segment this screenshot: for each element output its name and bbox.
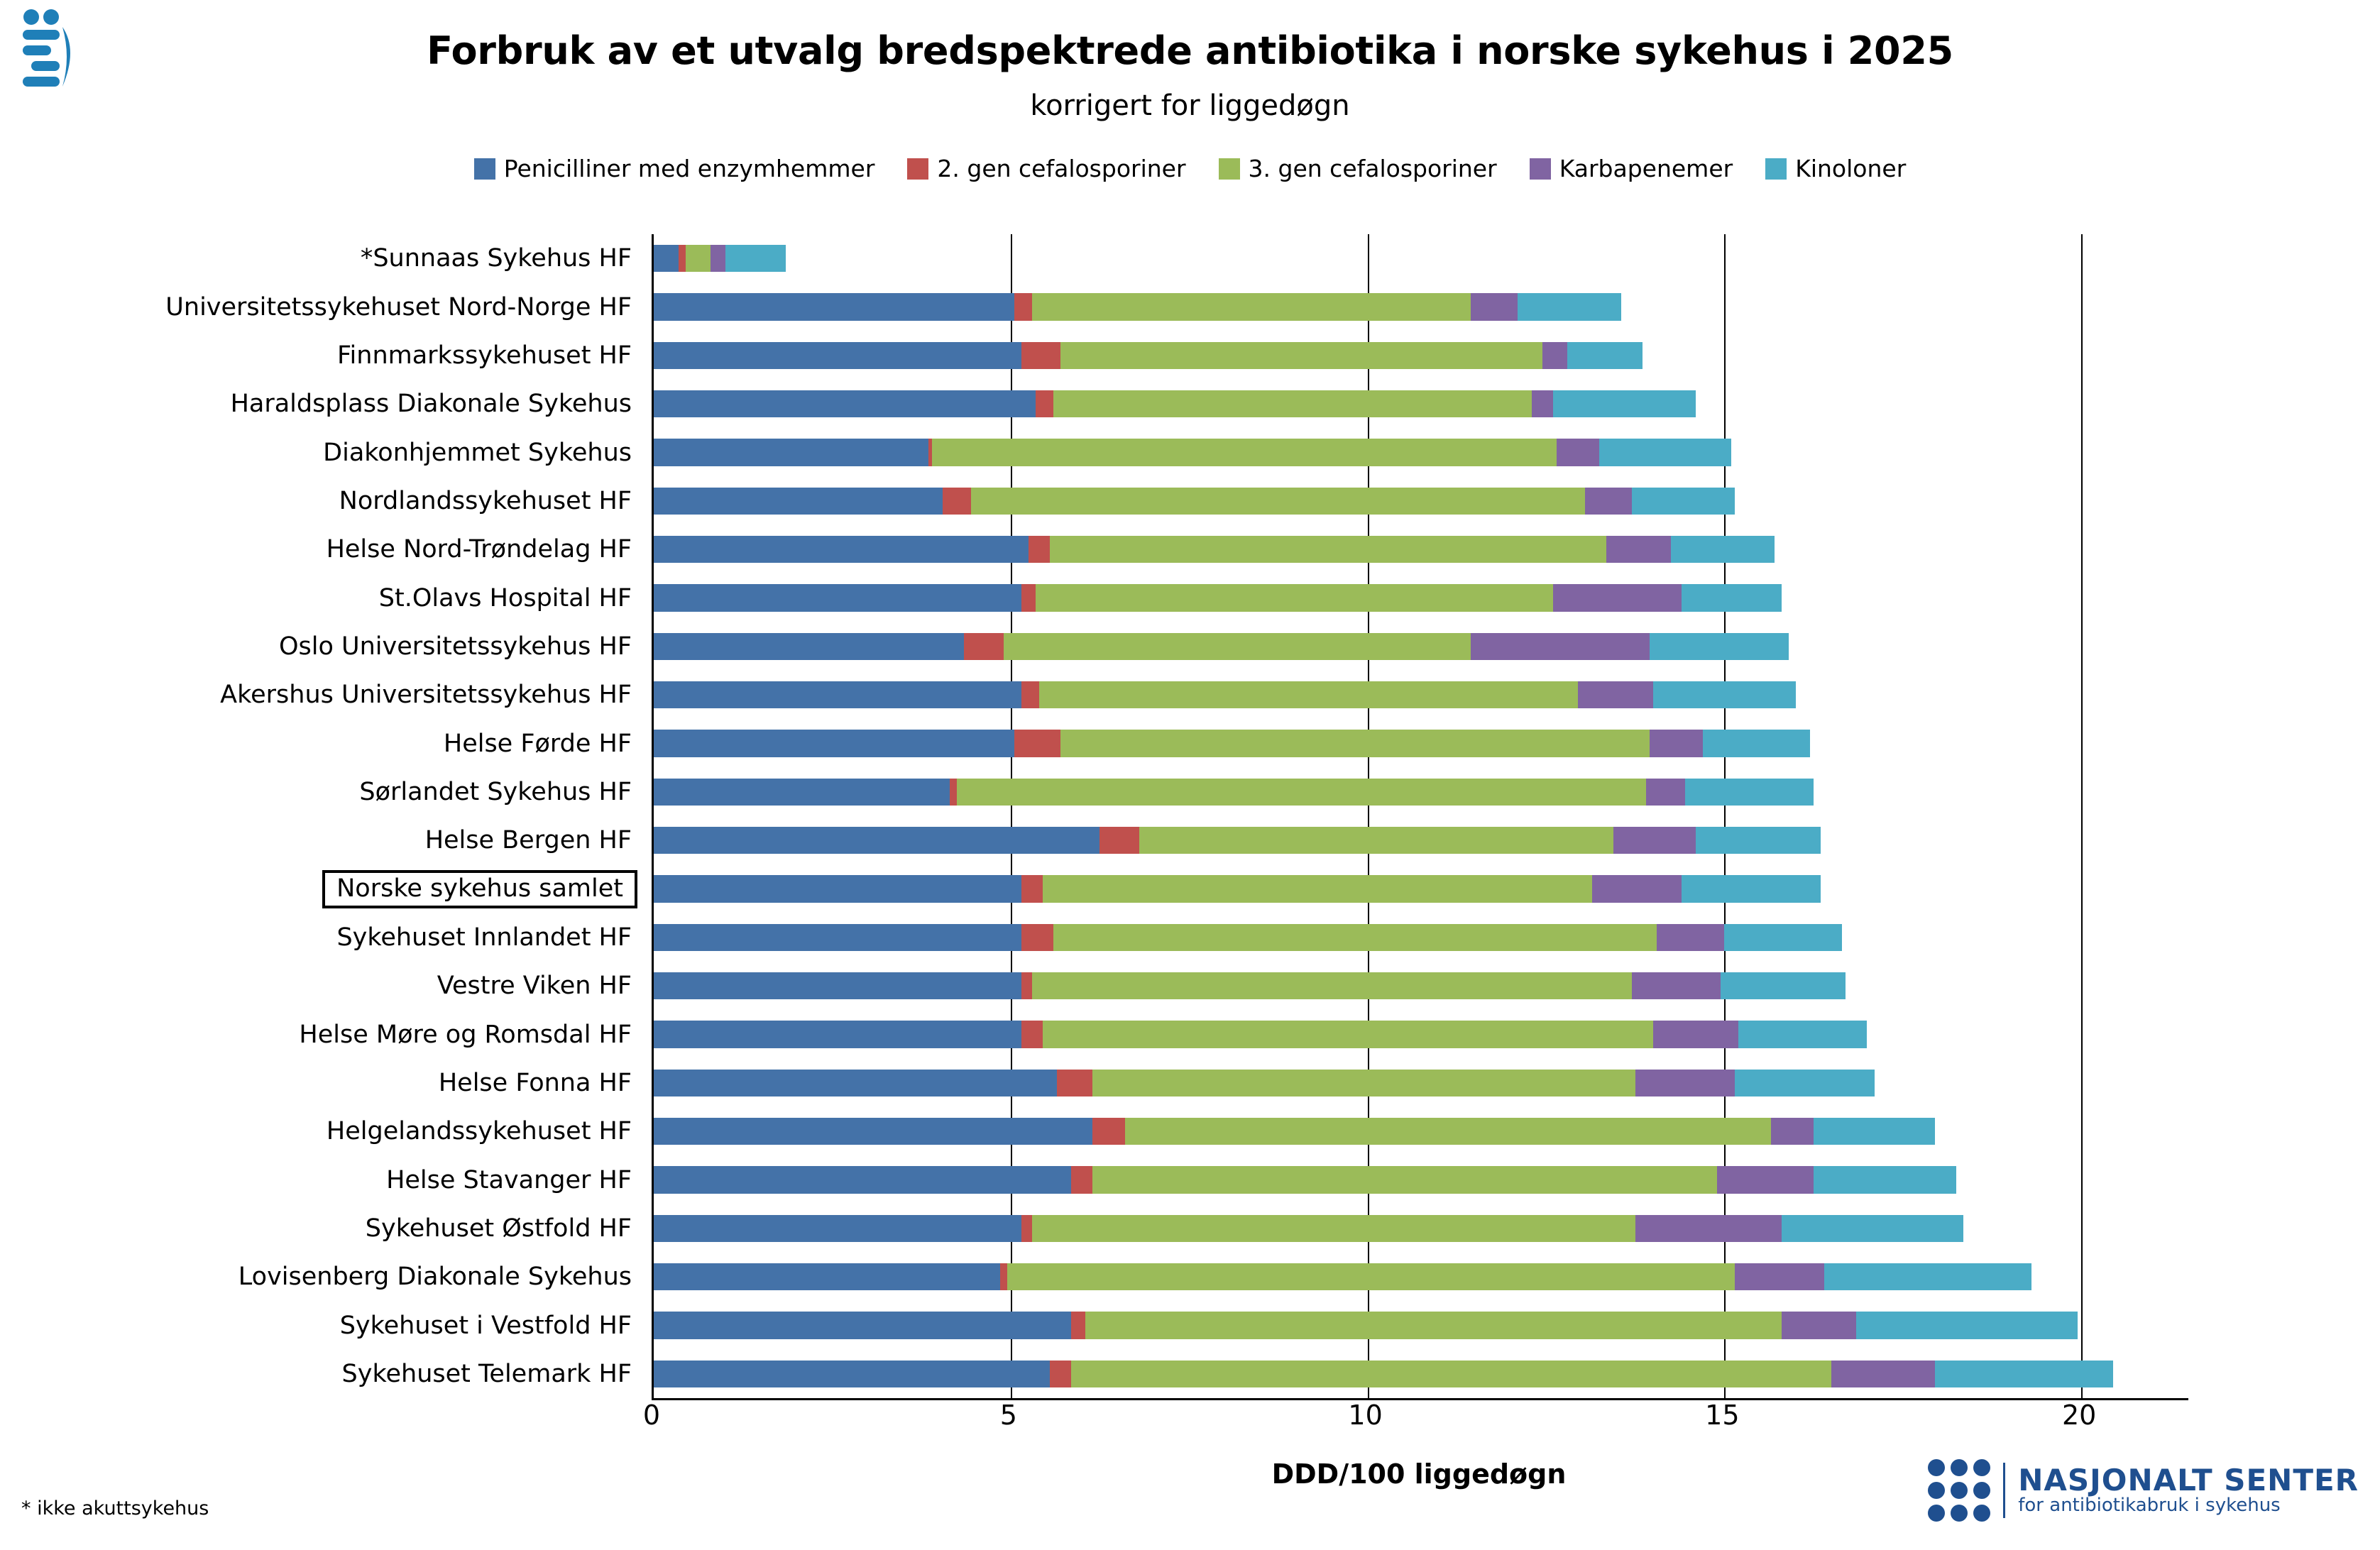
- x-tick-label: 5: [999, 1400, 1017, 1431]
- bar-segment: [1471, 293, 1517, 320]
- bar-segment: [1060, 730, 1650, 757]
- brand-name: NASJONALT SENTER: [2018, 1463, 2359, 1498]
- legend-item: [1530, 155, 1733, 182]
- bar-row: [654, 1166, 2188, 1193]
- bar-segment: [1721, 972, 1846, 999]
- legend-swatch-icon: [1530, 158, 1551, 180]
- bar-segment: [1696, 827, 1821, 854]
- bar-segment: [1021, 972, 1032, 999]
- bar-segment: [1935, 1361, 2113, 1387]
- bar-segment: [686, 245, 711, 272]
- bar-segment: [1032, 1215, 1635, 1242]
- bar-segment: [711, 245, 725, 272]
- bar-segment: [950, 779, 957, 806]
- y-axis-label: Helse Bergen HF: [424, 826, 632, 855]
- bar-segment: [1036, 584, 1553, 611]
- bar-segment: [1553, 584, 1682, 611]
- bar-segment: [1021, 1021, 1043, 1048]
- bar-segment: [1053, 924, 1657, 951]
- x-tick-label: 20: [2061, 1400, 2097, 1431]
- bar-segment: [1000, 1263, 1007, 1290]
- bar-segment: [1782, 1312, 1857, 1339]
- bar-segment: [1567, 342, 1643, 369]
- y-axis-label: Sykehuset Innlandet HF: [336, 923, 632, 952]
- bar-segment: [1782, 1215, 1963, 1242]
- bar-segment: [1814, 1118, 1935, 1145]
- bar-segment: [1032, 972, 1632, 999]
- bar-row: [654, 972, 2188, 999]
- bar-row: [654, 439, 2188, 466]
- bar-segment: [1125, 1118, 1771, 1145]
- y-axis-labels: [0, 234, 652, 1398]
- bar-row: [654, 1263, 2188, 1290]
- bar-row: [654, 293, 2188, 320]
- y-axis-label: Sykehuset Østfold HF: [365, 1214, 632, 1243]
- bar-segment: [1071, 1166, 1092, 1193]
- legend-label: 2. gen cefalosporiner: [937, 155, 1186, 182]
- bar-segment: [1021, 875, 1043, 902]
- bar-segment: [654, 1166, 1071, 1193]
- y-axis-label: Oslo Universitetssykehus HF: [278, 632, 632, 661]
- y-axis-label: *Sunnaas Sykehus HF: [360, 244, 632, 273]
- bar-segment: [1057, 1070, 1092, 1096]
- bar-segment: [1831, 1361, 1935, 1387]
- bar-segment: [654, 293, 1014, 320]
- bar-segment: [1553, 390, 1696, 417]
- bar-segment: [1632, 488, 1735, 515]
- y-axis-label: Norske sykehus samlet: [322, 870, 637, 908]
- bar-row: [654, 633, 2188, 660]
- bar-segment: [1657, 924, 1725, 951]
- bar-segment: [654, 1312, 1071, 1339]
- bar-segment: [1717, 1166, 1814, 1193]
- bar-row: [654, 245, 2188, 272]
- bar-row: [654, 1215, 2188, 1242]
- bar-segment: [1585, 488, 1631, 515]
- plot-area: [652, 234, 2188, 1400]
- bar-segment: [654, 390, 1036, 417]
- bar-segment: [1092, 1118, 1124, 1145]
- bar-row: [654, 342, 2188, 369]
- bar-segment: [1050, 536, 1606, 563]
- bar-segment: [1599, 439, 1731, 466]
- bar-segment: [1653, 681, 1796, 708]
- y-axis-label: Akershus Universitetssykehus HF: [220, 681, 632, 710]
- bar-row: [654, 1312, 2188, 1339]
- y-axis-label: Diakonhjemmet Sykehus: [323, 438, 632, 467]
- bar-segment: [1671, 536, 1775, 563]
- legend-label: Karbapenemer: [1559, 155, 1733, 182]
- bar-segment: [654, 584, 1021, 611]
- bar-row: [654, 730, 2188, 757]
- bar-segment: [1050, 1361, 1071, 1387]
- bar-segment: [1092, 1070, 1635, 1096]
- bar-segment: [1856, 1312, 2078, 1339]
- bar-segment: [1685, 779, 1814, 806]
- bar-segment: [654, 730, 1014, 757]
- bar-segment: [654, 1118, 1092, 1145]
- bar-segment: [1814, 1166, 1956, 1193]
- y-axis-label: Finnmarkssykehuset HF: [336, 341, 632, 370]
- bar-segment: [1771, 1118, 1814, 1145]
- legend-item: [474, 155, 875, 182]
- y-axis-label: Haraldsplass Diakonale Sykehus: [230, 390, 632, 419]
- brand-logo: [1928, 1448, 2359, 1533]
- y-axis-label: Helgelandssykehuset HF: [326, 1117, 632, 1146]
- y-axis-label: Universitetssykehuset Nord-Norge HF: [165, 292, 632, 321]
- bar-row: [654, 390, 2188, 417]
- bar-row: [654, 1070, 2188, 1096]
- bar-segment: [654, 439, 928, 466]
- x-axis-ticks: [642, 1400, 2186, 1442]
- x-tick-label: 15: [1705, 1400, 1740, 1431]
- bar-segment: [654, 779, 950, 806]
- bar-segment: [654, 342, 1021, 369]
- bar-segment: [654, 245, 679, 272]
- y-axis-label: St.Olavs Hospital HF: [378, 583, 632, 612]
- bar-segment: [1650, 730, 1703, 757]
- bar-rows: [654, 234, 2188, 1398]
- bar-row: [654, 1361, 2188, 1387]
- bar-segment: [1043, 875, 1592, 902]
- bar-segment: [654, 875, 1021, 902]
- bar-segment: [1036, 390, 1053, 417]
- bar-segment: [1518, 293, 1621, 320]
- bar-segment: [654, 924, 1021, 951]
- brand-dots-icon: [1928, 1459, 1990, 1522]
- bar-segment: [943, 488, 971, 515]
- bar-segment: [725, 245, 786, 272]
- bar-segment: [1724, 924, 1842, 951]
- bar-segment: [1053, 390, 1532, 417]
- bar-segment: [964, 633, 1003, 660]
- bar-segment: [1039, 681, 1578, 708]
- bar-segment: [1060, 342, 1542, 369]
- y-axis-label: Helse Fonna HF: [438, 1068, 632, 1097]
- bar-segment: [1014, 730, 1060, 757]
- bar-segment: [1542, 342, 1567, 369]
- bar-segment: [1557, 439, 1599, 466]
- bar-segment: [1578, 681, 1653, 708]
- brand-tagline: for antibiotikabruk i sykehus: [2018, 1495, 2281, 1517]
- bar-segment: [1021, 924, 1053, 951]
- bar-row: [654, 1021, 2188, 1048]
- bar-segment: [1650, 633, 1789, 660]
- bar-segment: [1532, 390, 1553, 417]
- y-axis-label: Sykehuset Telemark HF: [341, 1359, 632, 1388]
- y-axis-label: Nordlandssykehuset HF: [339, 486, 632, 515]
- bar-segment: [1043, 1021, 1653, 1048]
- bar-segment: [1092, 1166, 1717, 1193]
- bar-row: [654, 584, 2188, 611]
- legend-label: 3. gen cefalosporiner: [1248, 155, 1497, 182]
- bar-segment: [1021, 584, 1036, 611]
- bar-segment: [1029, 536, 1050, 563]
- bar-segment: [1021, 342, 1060, 369]
- bar-segment: [1032, 293, 1471, 320]
- x-axis-title: DDD/100 liggedøgn: [1271, 1458, 1567, 1490]
- bar-segment: [1085, 1312, 1781, 1339]
- bar-segment: [654, 972, 1021, 999]
- legend-swatch-icon: [474, 158, 495, 180]
- y-axis-label: Helse Førde HF: [443, 729, 632, 758]
- page-title: Forbruk av et utvalg bredspektrede antibiotika i norske sykehus i 2025: [427, 28, 1953, 73]
- legend-swatch-icon: [1219, 158, 1240, 180]
- bar-segment: [1635, 1070, 1735, 1096]
- bar-segment: [654, 827, 1099, 854]
- y-axis-label: Vestre Viken HF: [437, 972, 632, 1001]
- bar-segment: [679, 245, 686, 272]
- bar-segment: [1632, 972, 1721, 999]
- bar-segment: [957, 779, 1645, 806]
- y-axis-label: Sørlandet Sykehus HF: [359, 777, 632, 806]
- legend-item: [1765, 155, 1906, 182]
- bar-segment: [1735, 1263, 1824, 1290]
- x-tick-label: 10: [1348, 1400, 1383, 1431]
- bar-segment: [971, 488, 1585, 515]
- bar-segment: [1682, 584, 1782, 611]
- bar-segment: [1735, 1070, 1874, 1096]
- bar-segment: [1071, 1361, 1831, 1387]
- y-axis-label: Helse Nord-Trøndelag HF: [326, 535, 632, 564]
- bar-row: [654, 681, 2188, 708]
- y-axis-label: Lovisenberg Diakonale Sykehus: [238, 1263, 632, 1292]
- bar-segment: [1004, 633, 1471, 660]
- bar-segment: [1007, 1263, 1735, 1290]
- bar-segment: [1471, 633, 1649, 660]
- legend-swatch-icon: [1765, 158, 1787, 180]
- bar-row: [654, 827, 2188, 854]
- bar-row: [654, 1118, 2188, 1145]
- legend-label: Kinoloner: [1795, 155, 1907, 182]
- legend-label: Penicilliner med enzymhemmer: [503, 155, 875, 182]
- bar-segment: [1099, 827, 1139, 854]
- bar-segment: [1646, 779, 1685, 806]
- bar-segment: [1824, 1263, 2031, 1290]
- bar-segment: [654, 1361, 1050, 1387]
- bar-row: [654, 875, 2188, 902]
- legend-item: [1219, 155, 1497, 182]
- y-axis-label: Sykehuset i Vestfold HF: [339, 1311, 632, 1340]
- bar-segment: [654, 536, 1029, 563]
- bar-segment: [1682, 875, 1821, 902]
- chart-legend: [0, 155, 2380, 182]
- bar-segment: [1139, 827, 1614, 854]
- bar-row: [654, 924, 2188, 951]
- bar-segment: [1606, 536, 1671, 563]
- bar-segment: [1071, 1312, 1085, 1339]
- brand-divider: [2003, 1463, 2005, 1518]
- bar-segment: [1021, 1215, 1032, 1242]
- bar-row: [654, 779, 2188, 806]
- bar-segment: [1613, 827, 1696, 854]
- page-subtitle: korrigert for liggedøgn: [1030, 89, 1350, 122]
- bar-segment: [1738, 1021, 1867, 1048]
- bar-segment: [654, 1263, 1000, 1290]
- bar-segment: [654, 1070, 1057, 1096]
- bar-segment: [654, 1021, 1021, 1048]
- legend-swatch-icon: [907, 158, 928, 180]
- bar-row: [654, 536, 2188, 563]
- bar-segment: [1635, 1215, 1782, 1242]
- bar-segment: [1014, 293, 1032, 320]
- bar-segment: [654, 488, 943, 515]
- y-axis-label: Helse Møre og Romsdal HF: [299, 1020, 632, 1049]
- bar-segment: [932, 439, 1557, 466]
- legend-item: [907, 155, 1185, 182]
- bar-segment: [1021, 681, 1039, 708]
- bar-segment: [654, 1215, 1021, 1242]
- y-axis-label: Helse Stavanger HF: [386, 1165, 632, 1194]
- bar-segment: [1592, 875, 1682, 902]
- bar-segment: [1653, 1021, 1739, 1048]
- footnote: * ikke akuttsykehus: [21, 1497, 209, 1519]
- bar-row: [654, 488, 2188, 515]
- bar-segment: [654, 633, 964, 660]
- x-tick-label: 0: [642, 1400, 661, 1431]
- bar-segment: [1703, 730, 1810, 757]
- bar-segment: [654, 681, 1021, 708]
